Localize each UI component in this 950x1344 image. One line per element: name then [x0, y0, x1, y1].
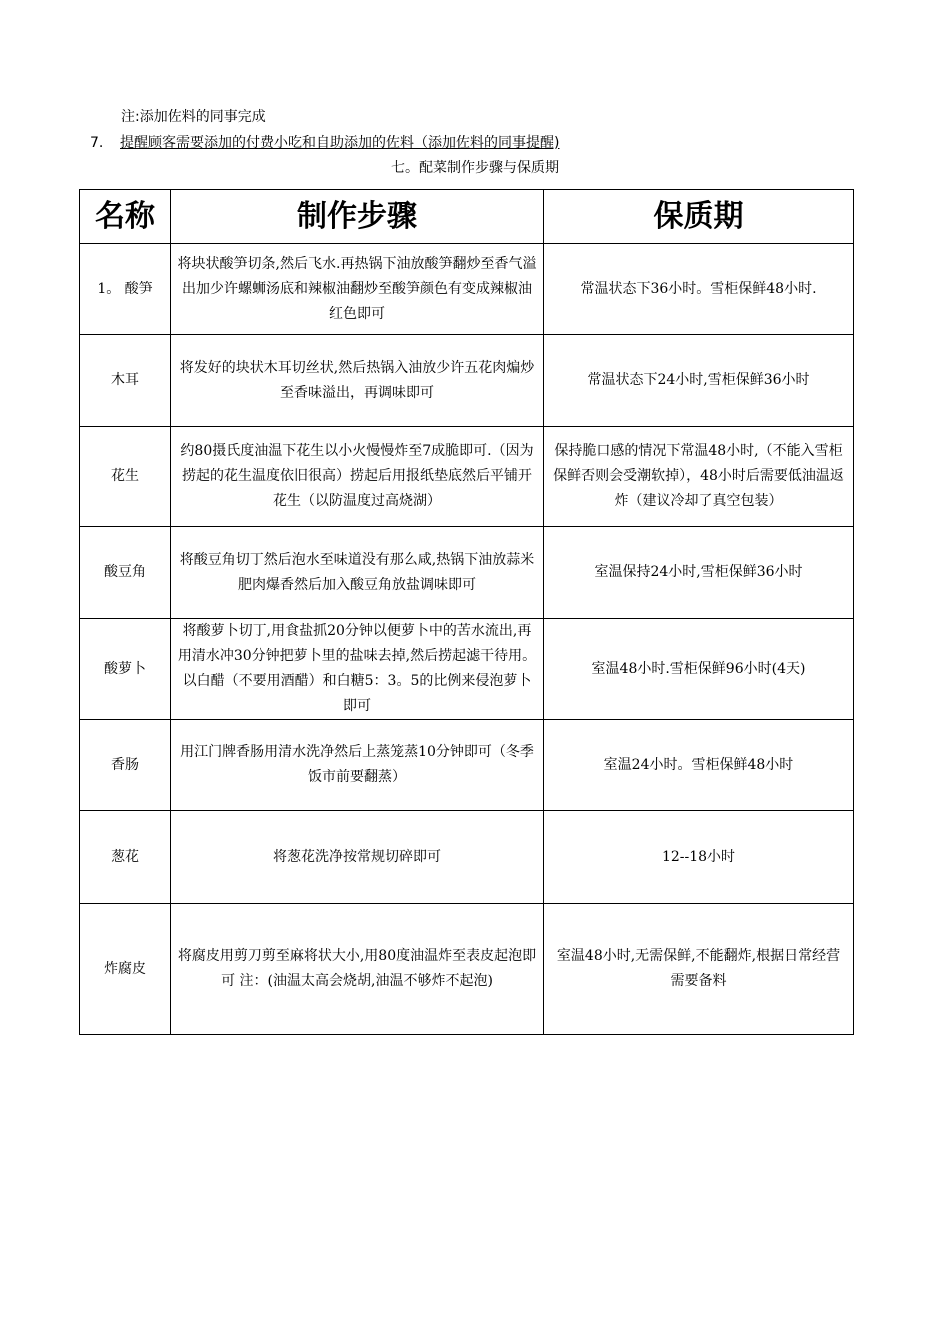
row-steps: 将酸豆角切丁然后泡水至味道没有那么咸,热锅下油放蒜米肥肉爆香然后加入酸豆角放盐调味即可	[171, 527, 544, 619]
header-name: 名称	[80, 190, 171, 244]
row-shelf-life: 常温状态下36小时。雪柜保鲜48小时.	[544, 244, 854, 335]
row-steps: 将酸萝卜切丁,用食盐抓20分钟以便萝卜中的苦水流出,再用清水冲30分钟把萝卜里的盐味去掉,然后捞起滤干待用。以白醋（不要用酒醋）和白糖5：3。5的比例来侵泡萝卜即可	[171, 619, 544, 720]
header-shelf-life: 保质期	[544, 190, 854, 244]
row-shelf-life: 室温24小时。雪柜保鲜48小时	[544, 720, 854, 811]
row-name: 酸萝卜	[80, 619, 171, 720]
table-row	[80, 619, 854, 720]
row-steps: 用江门牌香肠用清水洗净然后上蒸笼蒸10分钟即可（冬季饭市前要翻蒸）	[171, 720, 544, 811]
row-steps: 将葱花洗净按常规切碎即可	[171, 811, 544, 904]
table-row	[80, 335, 854, 427]
row-shelf-life: 室温48小时,无需保鲜,不能翻炸,根据日常经营需要备料	[544, 904, 854, 1035]
prep-table	[79, 189, 854, 1035]
table-row	[80, 720, 854, 811]
row-shelf-life: 常温状态下24小时,雪柜保鲜36小时	[544, 335, 854, 427]
table-row	[80, 811, 854, 904]
table-row	[80, 427, 854, 527]
table-row	[80, 244, 854, 335]
row-steps: 约80摄氏度油温下花生以小火慢慢炸至7成脆即可.（因为捞起的花生温度依旧很高）捞起后用报纸垫底然后平铺开花生（以防温度过高烧湖）	[171, 427, 544, 527]
row-name: 花生	[80, 427, 171, 527]
row-name: 炸腐皮	[80, 904, 171, 1035]
table-row	[80, 527, 854, 619]
list-item-text: 提醒顾客需要添加的付费小吃和自助添加的佐料（添加佐料的同事提醒)	[120, 135, 560, 151]
row-name: 1。 酸笋	[80, 244, 171, 335]
row-steps: 将块状酸笋切条,然后飞水.再热锅下油放酸笋翻炒至香气溢出加少许螺蛳汤底和辣椒油翻炒至酸笋颜色有变成辣椒油红色即可	[171, 244, 544, 335]
row-name: 酸豆角	[80, 527, 171, 619]
header-steps: 制作步骤	[171, 190, 544, 244]
note-text: 注:添加佐料的同事完成	[121, 109, 266, 125]
table-row	[80, 904, 854, 1035]
row-shelf-life: 12--18小时	[544, 811, 854, 904]
row-shelf-life: 室温保持24小时,雪柜保鲜36小时	[544, 527, 854, 619]
list-item-7	[90, 134, 559, 152]
list-item-number: 7.	[90, 135, 104, 151]
section-title: 七。配菜制作步骤与保质期	[391, 160, 559, 176]
row-shelf-life: 室温48小时.雪柜保鲜96小时(4天)	[544, 619, 854, 720]
row-steps: 将腐皮用剪刀剪至麻将状大小,用80度油温炸至表皮起泡即可 注：(油温太高会烧胡,油温不够炸不起泡)	[171, 904, 544, 1035]
row-name: 香肠	[80, 720, 171, 811]
row-name: 木耳	[80, 335, 171, 427]
row-shelf-life: 保持脆口感的情况下常温48小时,（不能入雪柜保鲜否则会受潮软掉），48小时后需要低油温返炸（建议冷却了真空包装）	[544, 427, 854, 527]
row-name: 葱花	[80, 811, 171, 904]
table-header-row	[80, 190, 854, 244]
row-steps: 将发好的块状木耳切丝状,然后热锅入油放少许五花肉煸炒至香味溢出，再调味即可	[171, 335, 544, 427]
